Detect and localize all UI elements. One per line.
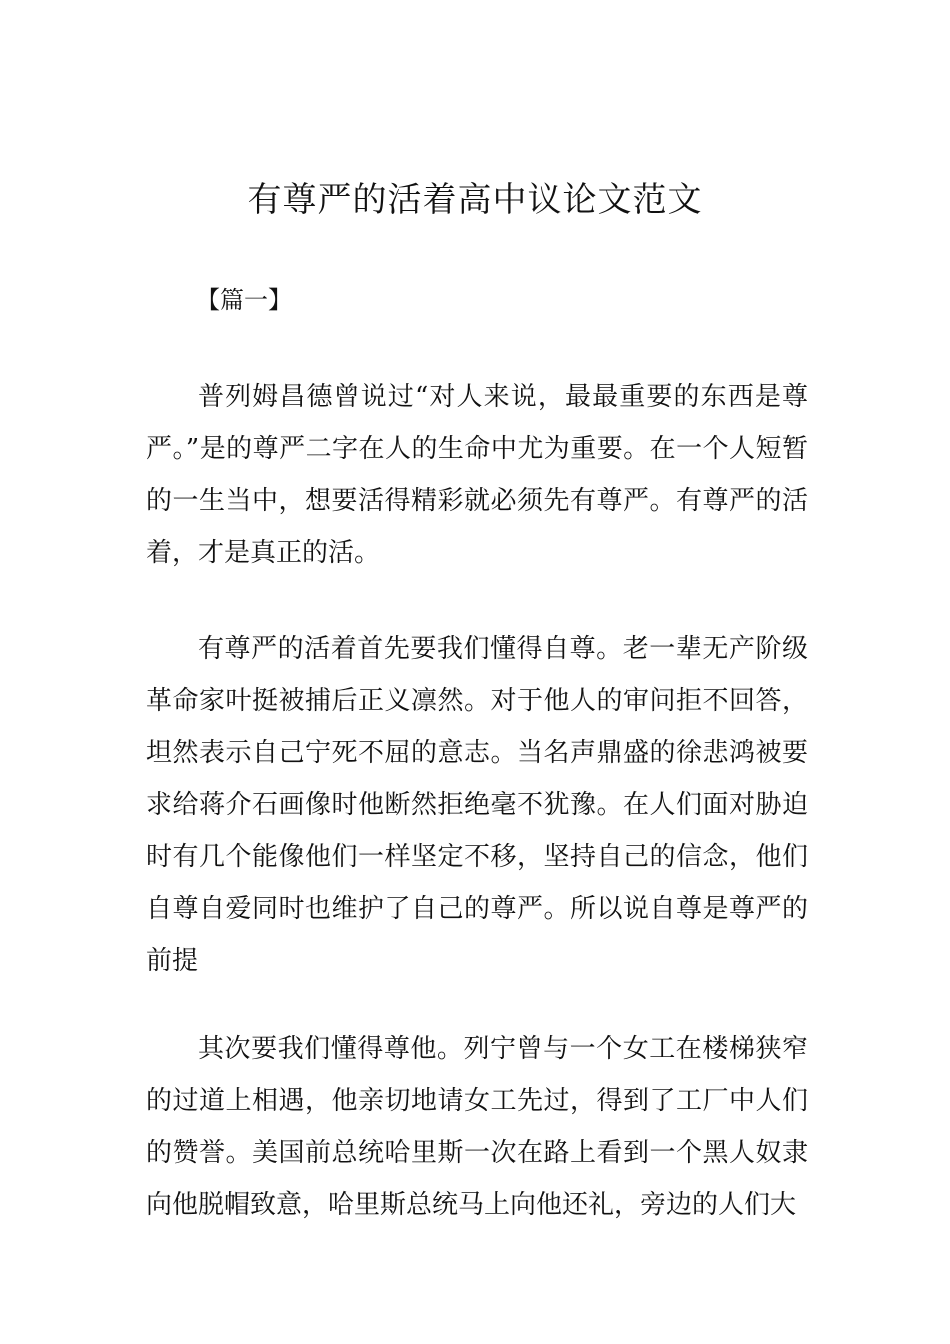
paragraph-2: 有尊严的活着首先要我们懂得自尊。老一辈无产阶级革命家叶挺被捕后正义凛然。对于他人的审问拒不回答，坦然表示自己宁死不屈的意志。当名声鼎盛的徐悲鸿被要求给蒋介石画像时他断然拒绝毫不犹豫。在人们面对胁迫时有几个能像他们一样坚定不移，坚持自己的信念，他们自尊自爱同时也维护了自己的尊严。所以说自尊是尊严的前提 xyxy=(146,634,808,976)
paragraph-3: 其次要我们懂得尊他。列宁曾与一个女工在楼梯狭窄的过道上相遇，他亲切地请女工先过，得到了工厂中人们的赞誉。美国前总统哈里斯一次在路上看到一个黑人奴隶向他脱帽致意，哈里斯总统马上向他还礼，旁边的人们大 xyxy=(146,1034,808,1220)
section-label: 【篇一】 xyxy=(196,286,292,314)
paragraph-1: 普列姆昌德曾说过“对人来说，最最重要的东西是尊严。”是的尊严二字在人的生命中尤为重要。在一个人短暂的一生当中，想要活得精彩就必须先有尊严。有尊严的活着，才是真正的活。 xyxy=(146,382,808,568)
document-title: 有尊严的活着高中议论文范文 xyxy=(247,180,703,220)
